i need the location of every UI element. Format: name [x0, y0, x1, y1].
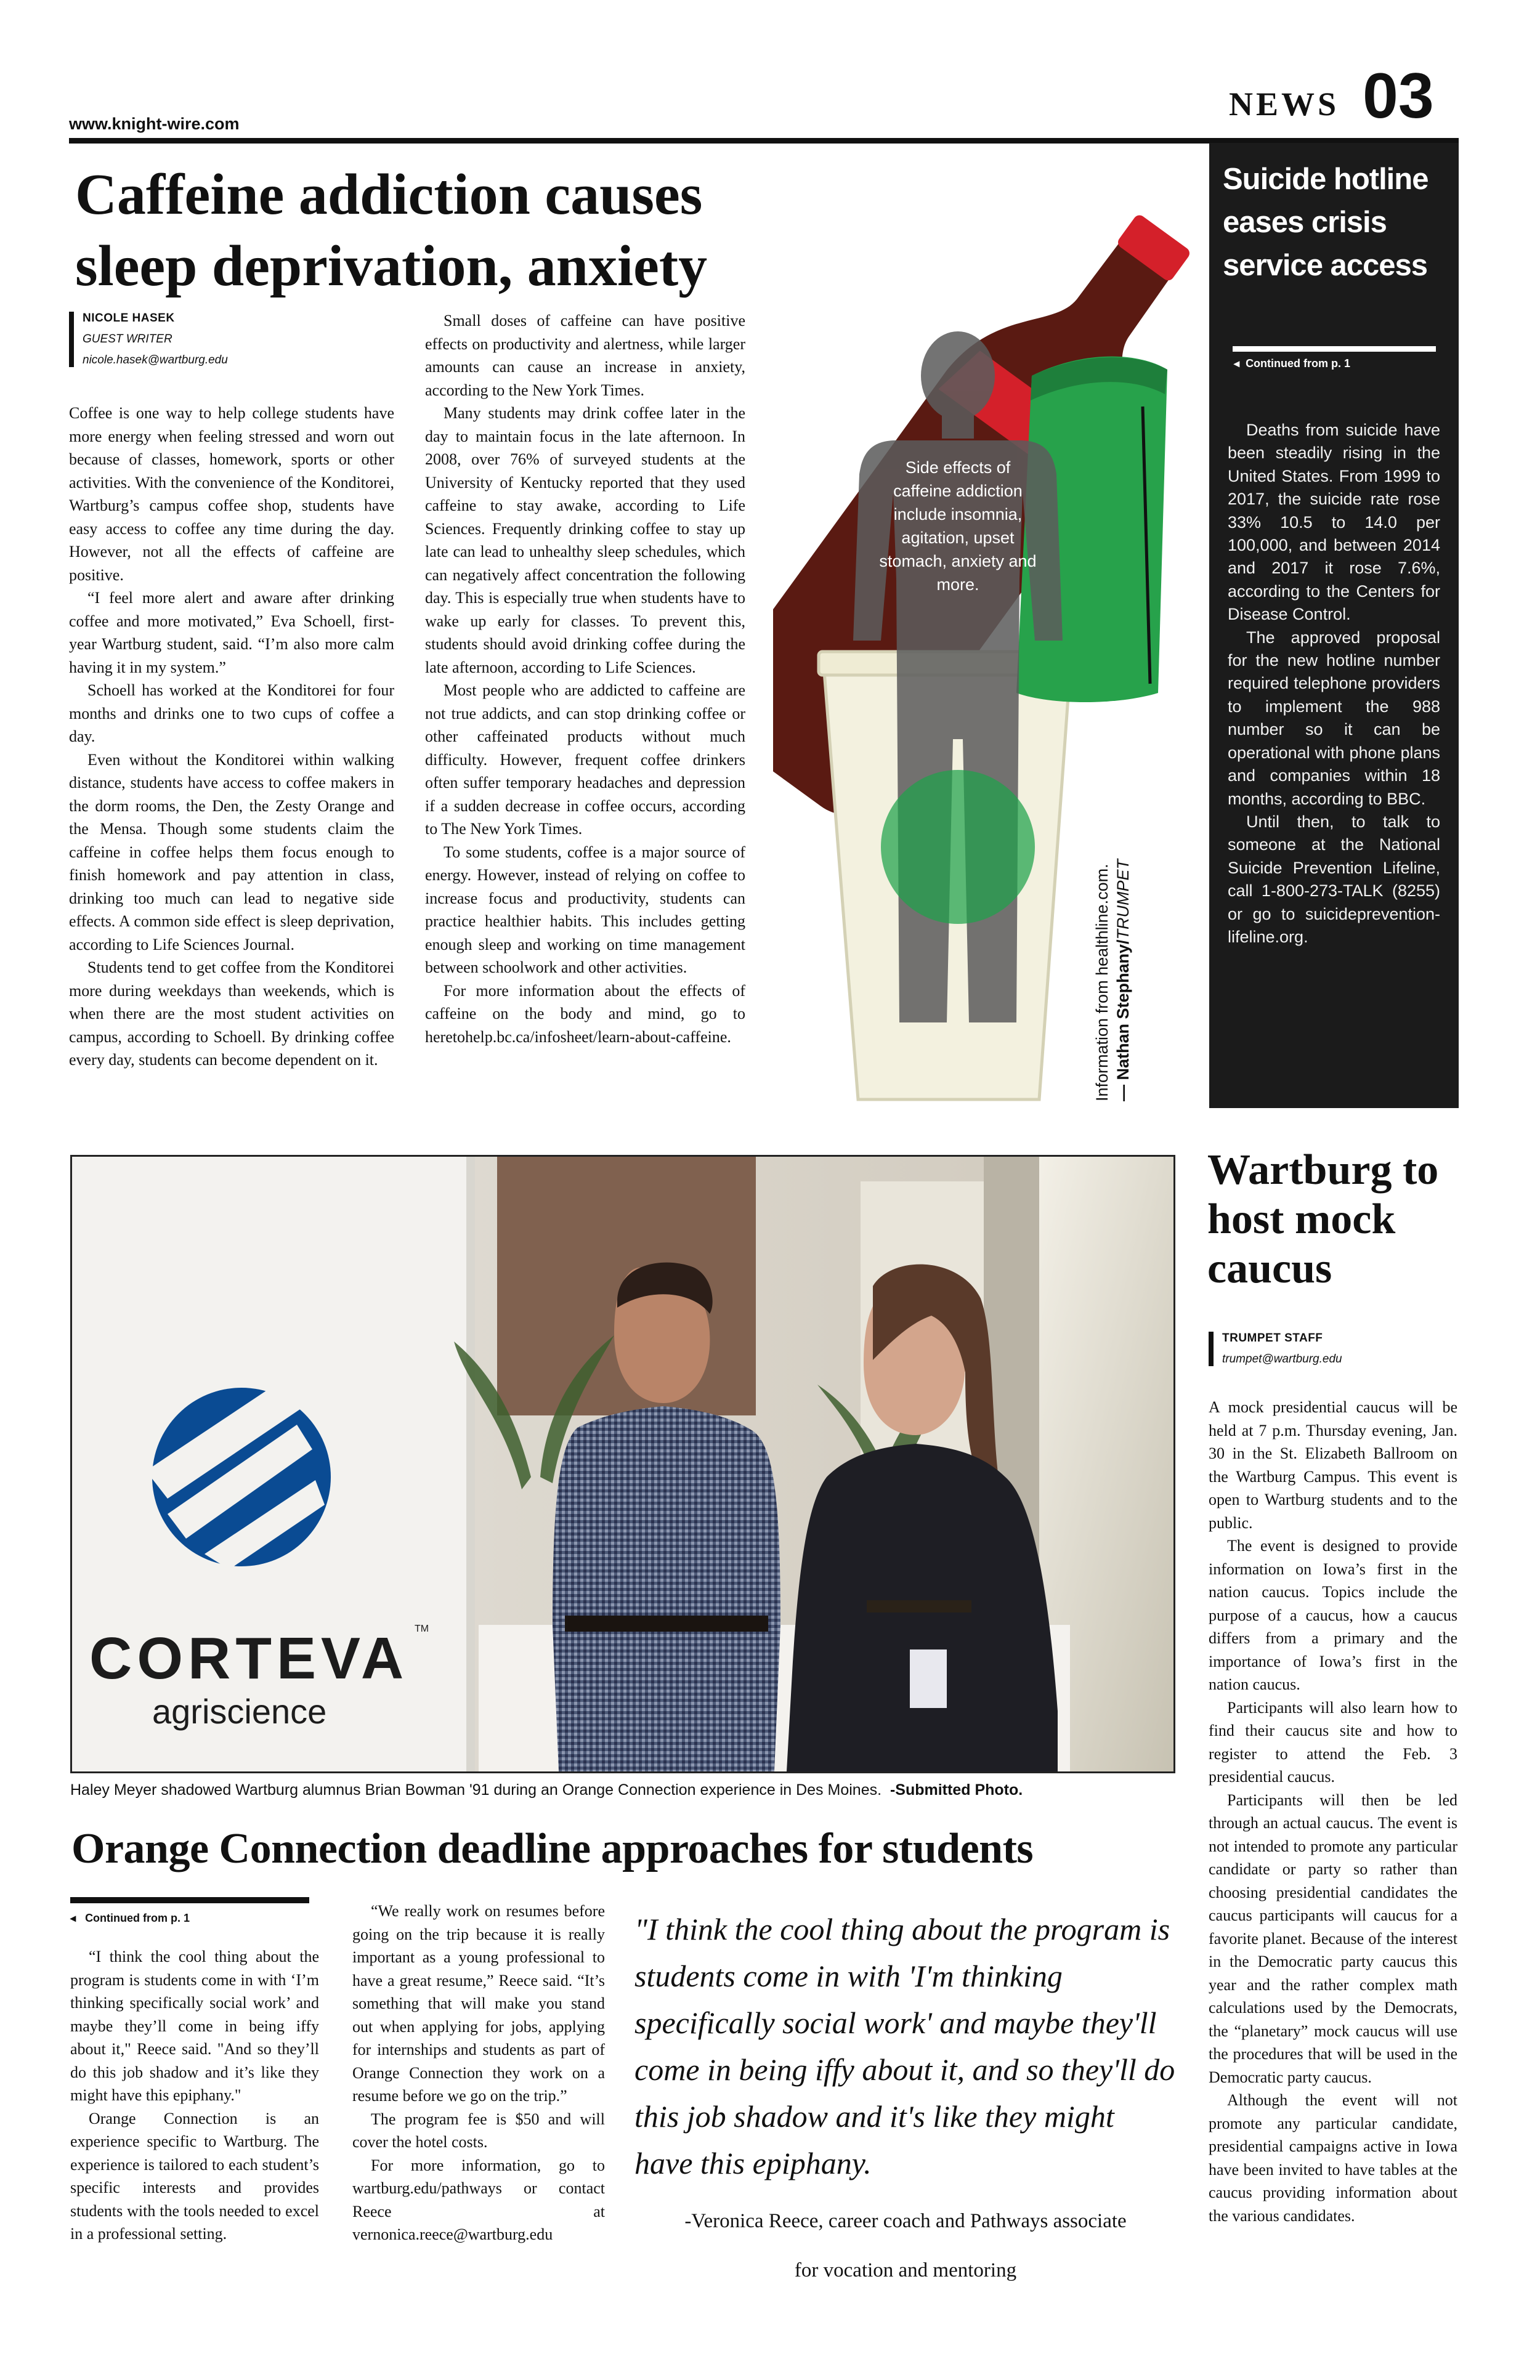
paragraph: A mock presidential caucus will be held at 7 p.m. Thursday evening, Jan. 30 in the St. Elizabeth Ballroom on the Wartburg Campus. This event is open to Wartburg students and to the public.	[1209, 1398, 1457, 1532]
orange-column-2	[352, 1900, 605, 2246]
caffeine-column-2	[425, 309, 745, 1048]
paragraph: “I feel more alert and aware after drinking coffee and more motivated,” Eva Schoell, first-year Wartburg student, said. “I’m also more calm having it in my system.”	[69, 589, 394, 676]
photo-caption	[70, 1781, 1179, 1799]
paragraph: Orange Connection is an experience specific to Wartburg. The experience is tailored to each student’s specific interests and provides students with the tools needed to excel in a professional setting.	[70, 2109, 319, 2243]
triangle-left-icon: ◂	[70, 1912, 76, 1924]
page-number: 03	[1363, 60, 1434, 132]
orange-headline: Orange Connection deadline approaches for students	[71, 1825, 1034, 1872]
byline-email: nicole.hasek@wartburg.edu	[83, 354, 228, 366]
credit-publication: TRUMPET	[1114, 859, 1132, 940]
suicide-continued[interactable]	[1234, 357, 1350, 370]
attribution-line-1: -Veronica Reece, career coach and Pathways associate	[684, 2210, 1127, 2232]
corteva-tm: TM	[415, 1624, 429, 1634]
corteva-wordmark: CORTEVA	[89, 1625, 409, 1691]
caffeine-column-1	[69, 402, 394, 1072]
caffeine-infographic	[773, 148, 1210, 1115]
section-label: NEWS	[1229, 86, 1340, 123]
paragraph: Schoell has worked at the Konditorei for four months and drinks one to two cups of coffee a day.	[69, 681, 394, 745]
orange-column-1	[70, 1945, 319, 2246]
triangle-left-icon: ◂	[1234, 357, 1240, 370]
caucus-body	[1209, 1396, 1457, 2227]
paragraph: To some students, coffee is a major source of energy. However, instead of relying on coffee to increase focus and productivity, students can practice healthier habits. This includes getting enough sleep and working on time management between schoolwork and other activities.	[425, 843, 745, 976]
paragraph: “I think the cool thing about the program is students come in with ‘I’m thinking specifically social work’ and maybe they’ll come in being iffy about it," Reece said. "And so they’ll do this job shadow and it’s like they might have this epiphany."	[70, 1948, 319, 2104]
graphic-credit	[1092, 818, 1133, 1101]
continued-rule	[1233, 346, 1436, 352]
paragraph: Participants will then be led through an actual caucus. The event is not intended to promote any particular candidate or party so rather than choosing presidential candidates the caucus participants will caucus for a favorite planet. Because of the interest in the Democratic party caucus this year and the rather complex math calculations used by the Democrats, the “planetary” mock caucus will use the procedures that will be used in the Democratic party caucus.	[1209, 1791, 1457, 2086]
site-url[interactable]: www.knight-wire.com	[69, 115, 240, 133]
paragraph: Many students may drink coffee later in the day to maintain focus in the late afternoon. In 2008, over 76% of surveyed students at the University of Kentucky reported that they used caffeine to stay awake, according to Life Sciences. Frequently drinking coffee to stay up late can lead to unhealthy sleep schedules, which can negatively affect concentration the following day. This is especially true when students have to wake up early for classes. To prevent this, students should avoid drinking coffee during the late afternoon, according to Life Sciences.	[425, 404, 745, 676]
byline-role: GUEST WRITER	[83, 333, 172, 346]
paragraph: Deaths from suicide have been steadily rising in the United States. From 1999 to 2017, the suicide rate rose 33% 10.5 to 14.0 per 100,000, and between 2014 and 2017 it rose 7.6%, according to the Centers for Disease Control.	[1228, 421, 1440, 624]
paragraph: Although the event will not promote any particular candidate, presidential campaigns active in Iowa have been invited to have tables at the caucus providing information about the various candidates.	[1209, 2091, 1457, 2225]
credit-source: Information from healthline.com.	[1093, 864, 1111, 1101]
headline-line-2: sleep deprivation, anxiety	[75, 234, 708, 298]
paragraph: The program fee is $50 and will cover the hotel costs.	[352, 2110, 605, 2151]
caption-credit: -Submitted Photo.	[890, 1781, 1023, 1799]
byline-name: NICOLE HASEK	[83, 312, 175, 325]
continued-label: Continued from p. 1	[1246, 357, 1351, 370]
continued-label: Continued from p. 1	[85, 1912, 190, 1924]
paragraph: For more information, go to wartburg.edu/pathways or contact Reece at vernonica.reece@wartburg.edu	[352, 2156, 605, 2243]
paragraph: Coffee is one way to help college students have more energy when feeling stressed and worn out because of classes, homework, sports or other activities. With the convenience of the Konditorei, Wartburg’s campus coffee shop, students have easy access to coffee any time during the day. However, not all the effects of caffeine are positive.	[69, 404, 394, 584]
credit-artist	[1112, 818, 1133, 1101]
caffeine-headline	[75, 159, 707, 302]
suicide-sidebar	[1209, 143, 1459, 1108]
headline-line-1: Caffeine addiction causes	[75, 163, 703, 227]
paragraph: The approved proposal for the new hotline number required telephone providers to implement the 988 number so it can be operational with phone plans and companies within 18 months, according to BBC.	[1228, 628, 1440, 808]
pull-quote: "I think the cool thing about the program is students come in with 'I'm thinking specifically social work' and maybe they'll come in being iffy about it, and so they'll do this job shadow and it's like they might have this epiphany.	[634, 1912, 1175, 2180]
caucus-headline: Wartburg to host mock caucus	[1207, 1146, 1439, 1292]
suicide-headline: Suicide hotline eases crisis service access	[1223, 163, 1429, 282]
caption-text: Haley Meyer shadowed Wartburg alumnus Brian Bowman '91 during an Orange Connection experience in Des Moines.	[70, 1781, 882, 1799]
paragraph: Students tend to get coffee from the Konditorei more during weekdays than weekends, which is when there are the most student activities on campus, according to Schoell. By drinking coffee every day, students can become dependent on it.	[69, 958, 394, 1069]
corteva-subtitle: agriscience	[152, 1692, 327, 1731]
paragraph: Most people who are addicted to caffeine are not true addicts, and can stop drinking coffee or other caffeinated products without much difficulty. However, frequent coffee drinkers often suffer temporary headaches and depression if a sudden decrease in coffee occurs, according to The New York Times.	[425, 681, 745, 838]
photo	[70, 1155, 1175, 1773]
paragraph: Even without the Konditorei within walking distance, students have access to coffee makers in the dorm rooms, the Den, the Zesty Orange and the Mensa. Though some students claim the caffeine in coffee helps them focus enough to finish homework and pay attention in class, drinking too much can lead to negative side effects. A common side effect is sleep deprivation, according to Life Sciences Journal.	[69, 750, 394, 953]
paragraph: Small doses of caffeine can have positive effects on productivity and alertness, while larger amounts can cause an increase in anxiety, according to the New York Times.	[425, 312, 745, 399]
side-effects-text: Side effects of caffeine addiction include insomnia, agitation, upset stomach, anxiety and more.	[879, 458, 1037, 594]
credit-artist-name: — Nathan Stephany/	[1114, 939, 1132, 1101]
byline-email: trumpet@wartburg.edu	[1222, 1353, 1342, 1366]
paragraph: Participants will also learn how to find their caucus site and how to register to attend the Feb. 3 presidential caucus.	[1209, 1698, 1457, 1786]
caucus-byline	[1209, 1332, 1456, 1366]
orange-continued[interactable]	[70, 1897, 309, 1925]
paragraph: Until then, to talk to someone at the National Suicide Prevention Lifeline, call 1-800-273-TALK (8255) or go to suicideprevention-lifeline.org.	[1228, 812, 1440, 946]
paragraph: The event is designed to provide information on Iowa’s first in the nation caucus. Topics include the purpose of a caucus, how a caucus differs from a primary and the importance of Iowa’s first in the nation caucus.	[1209, 1537, 1457, 1693]
caffeine-byline	[69, 312, 403, 367]
stomach-highlight-icon	[881, 770, 1035, 924]
paragraph: For more information about the effects of caffeine on the body and mind, go to heretohelp.bc.ca/infosheet/learn-about-caffeine.	[425, 981, 745, 1046]
attribution-line-2: for vocation and mentoring	[794, 2259, 1017, 2281]
byline-name: TRUMPET STAFF	[1222, 1332, 1323, 1345]
suicide-body	[1228, 419, 1440, 949]
pull-quote-attribution	[634, 2196, 1177, 2295]
paragraph: “We really work on resumes before going on the trip because it is really important as a young professional to have a great resume,” Reece said. “It’s something that will make you stand out when applying for jobs, applying for internships and students as part of Orange Connection they work on a resume before we go on the trip.”	[352, 1902, 605, 2105]
